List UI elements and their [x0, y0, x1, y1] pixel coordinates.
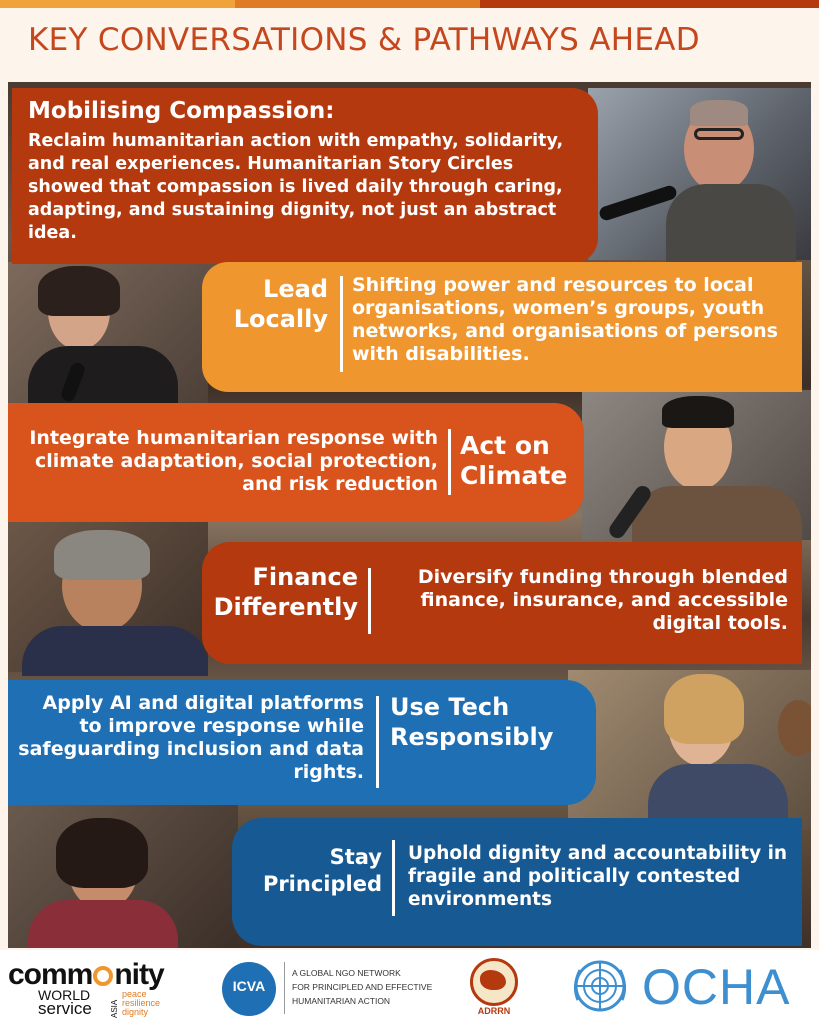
cws-name-part: nity [114, 958, 164, 991]
lead-locally-panel [202, 262, 802, 392]
adrrn-name: ADRRN [477, 1006, 511, 1016]
cws-u-icon [93, 966, 113, 986]
label-line-1: Finance [252, 563, 358, 591]
topbar-segment [0, 0, 235, 8]
label-line-2: Principled [262, 872, 382, 896]
label-line-2: Climate [460, 461, 568, 490]
topbar-segment [235, 0, 480, 8]
label-line-1: Stay [329, 845, 382, 869]
icva-divider [284, 962, 285, 1014]
act-on-climate-label [460, 431, 580, 491]
act-on-climate-text: Integrate humanitarian response with climate adaptation, social protection, and risk reduction [29, 427, 438, 495]
label-line-2: Locally [233, 305, 328, 333]
audience-photo [568, 670, 811, 830]
icva-desc: HUMANITARIAN ACTION [292, 996, 391, 1006]
topbar-segment [480, 0, 819, 8]
cws-world: WORLD [38, 987, 91, 1003]
icva-name: ICVA [232, 978, 266, 994]
speaker-photo-1 [588, 88, 811, 260]
cws-asia: ASIA [110, 999, 119, 1018]
cws-tagline: dignity [122, 1007, 149, 1017]
speaker-photo-6 [8, 804, 238, 948]
principled-panel [232, 818, 802, 946]
finance-label [206, 562, 358, 622]
tech-panel [8, 680, 596, 805]
label-line-2: Responsibly [390, 723, 554, 751]
un-emblem-icon [568, 956, 632, 1020]
label-line-2: Differently [213, 593, 358, 621]
principled-label [236, 844, 382, 898]
speaker-photo-2 [8, 262, 208, 404]
speaker-photo-4 [8, 522, 208, 672]
label-line-1: Use Tech [390, 693, 510, 721]
lead-locally-text: Shifting power and resources to local organisations, women’s groups, youth networks, and organisations of persons with disabilities. [352, 274, 778, 365]
finance-panel [202, 542, 802, 664]
compassion-heading: Mobilising Compassion: [28, 98, 335, 124]
label-line-1: Lead [263, 275, 328, 303]
cws-name-part: comm [8, 958, 93, 991]
partner-logos-footer [0, 950, 819, 1024]
finance-text: Diversify funding through blended finance, insurance, and accessible digital tools. [417, 566, 788, 634]
label-line-1: Act on [460, 431, 550, 460]
ocha-logo [568, 956, 814, 1020]
principled-text: Uphold dignity and accountability in fragile and politically contested environments [408, 843, 788, 910]
page-title: KEY CONVERSATIONS & PATHWAYS AHEAD [28, 22, 700, 58]
adrrn-logo [462, 956, 526, 1020]
lead-locally-label [210, 274, 328, 334]
compassion-body: Reclaim humanitarian action with empathy, solidarity, and real experiences. Humanitarian Story Circles showed that compassion is lived daily through caring, adapting, and sustaining dignity, not just an abstract idea. [28, 131, 564, 243]
divider [448, 429, 451, 495]
top-color-bar [0, 0, 819, 8]
cws-logo [8, 958, 188, 1020]
tech-text: Apply AI and digital platforms to improve response while safeguarding inclusion and data rights. [18, 692, 364, 783]
divider [392, 840, 395, 916]
icva-desc: FOR PRINCIPLED AND EFFECTIVE [292, 982, 433, 992]
speaker-photo-3 [582, 390, 811, 540]
divider [368, 568, 371, 634]
icva-logo [222, 958, 442, 1018]
compassion-panel [12, 88, 598, 264]
cws-tagline: resilience [122, 998, 161, 1008]
ocha-name: OCHA [642, 959, 791, 1015]
cws-tagline: peace [122, 989, 147, 999]
divider [340, 276, 343, 372]
icva-desc: A GLOBAL NGO NETWORK [292, 968, 401, 978]
tech-label [390, 692, 590, 752]
act-on-climate-panel [8, 403, 584, 521]
divider [376, 696, 379, 788]
cws-service: service [38, 999, 92, 1018]
